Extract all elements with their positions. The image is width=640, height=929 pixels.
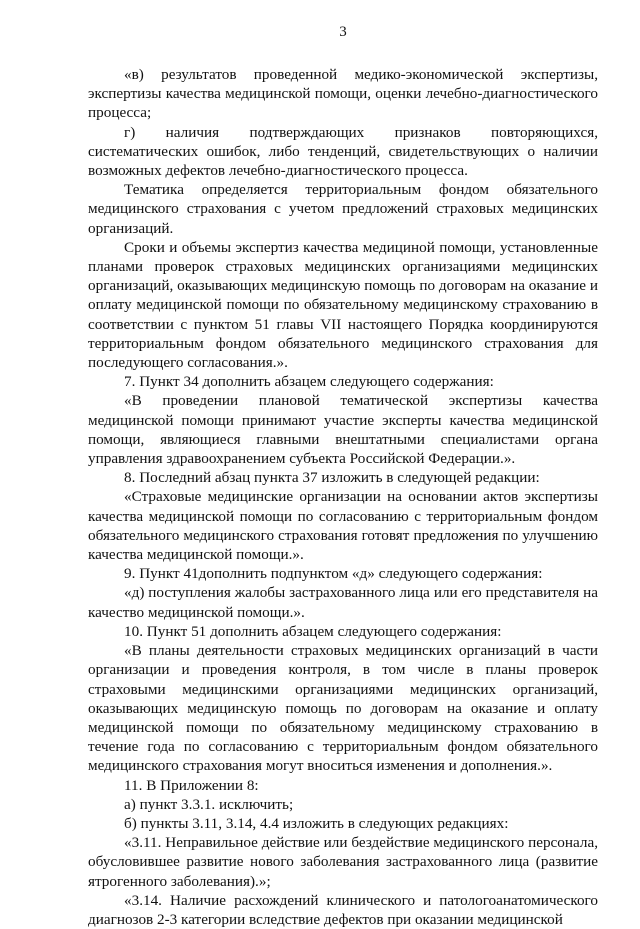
paragraph: «в) результатов проведенной медико-экономической экспертизы, экспертизы качества медицинской помощи, оценки лечебно-диагностического процесса; (88, 66, 598, 122)
paragraph: 10. Пункт 51 дополнить абзацем следующего содержания: (124, 622, 502, 640)
paragraph: а) пункт 3.3.1. исключить; (124, 795, 294, 813)
document-body (88, 65, 598, 929)
paragraph: Сроки и объемы экспертиз качества медициной помощи, установленные планами проверок страховых медицинских организациями медицинских организаций, оказывающих медицинскую помощь по договорам на оказание и оплату медицинской помощи по обязательному медицинскому страхованию в соответствии с пунктом 51 главы VII настоящего Порядка координируются территориальным фондом обязательного медицинского страхования для последующего согласования.». (88, 238, 598, 372)
paragraph: «3.14. Наличие расхождений клинического и патологоанатомического диагнозов 2-3 категории вследствие дефектов при оказании медицинской (88, 891, 598, 928)
paragraph: г) наличия подтверждающих признаков повторяющихся, систематических ошибок, либо тенденций, свидетельствующих о наличии возможных дефектов лечебно-диагностического процесса. (88, 123, 598, 180)
paragraph: б) пункты 3.11, 3.14, 4.4 изложить в следующих редакциях: (124, 814, 509, 832)
paragraph: «д) поступления жалобы застрахованного лица или его представителя на качество медицинской помощи.». (88, 584, 598, 621)
paragraph: 7. Пункт 34 дополнить абзацем следующего содержания: (124, 373, 494, 391)
paragraph: Тематика определяется территориальным фондом обязательного медицинского страхования с учетом предложений страховых медицинских организаций. (88, 181, 598, 237)
paragraph: «В планы деятельности страховых медицинских организаций в части организации и проведения контроля, в том числе в планы проверок страховыми медицинскими организациями медицинских организаций, оказывающих медицинскую помощь по договорам на оказание и оплату медицинской помощи по обязательному медицинскому страхованию в течение года по согласованию с территориальным фондом обязательного медицинского страхования могут вноситься изменения и дополнения.». (88, 642, 598, 775)
page-number: 3 (339, 24, 347, 40)
paragraph: «3.11. Неправильное действие или бездействие медицинского персонала, обусловившее развитие нового заболевания застрахованного лица (развитие ятрогенного заболевания).»; (88, 834, 598, 890)
paragraph: «В проведении плановой тематической экспертизы качества медицинской помощи принимают участие эксперты качества медицинской помощи, являющиеся главными внештатными специалистами органа управления здравоохранением субъекта Российской Федерации.». (88, 392, 598, 468)
paragraph: 11. В Приложении 8: (124, 776, 259, 794)
paragraph: «Страховые медицинские организации на основании актов экспертизы качества медицинской помощи по согласованию с территориальным фондом обязательного медицинского страхования готовят предложения по улучшению качества медицинской помощи.». (88, 488, 598, 564)
paragraph: 9. Пункт 41дополнить подпунктом «д» следующего содержания: (124, 565, 543, 583)
paragraph: 8. Последний абзац пункта 37 изложить в следующей редакции: (124, 469, 540, 487)
